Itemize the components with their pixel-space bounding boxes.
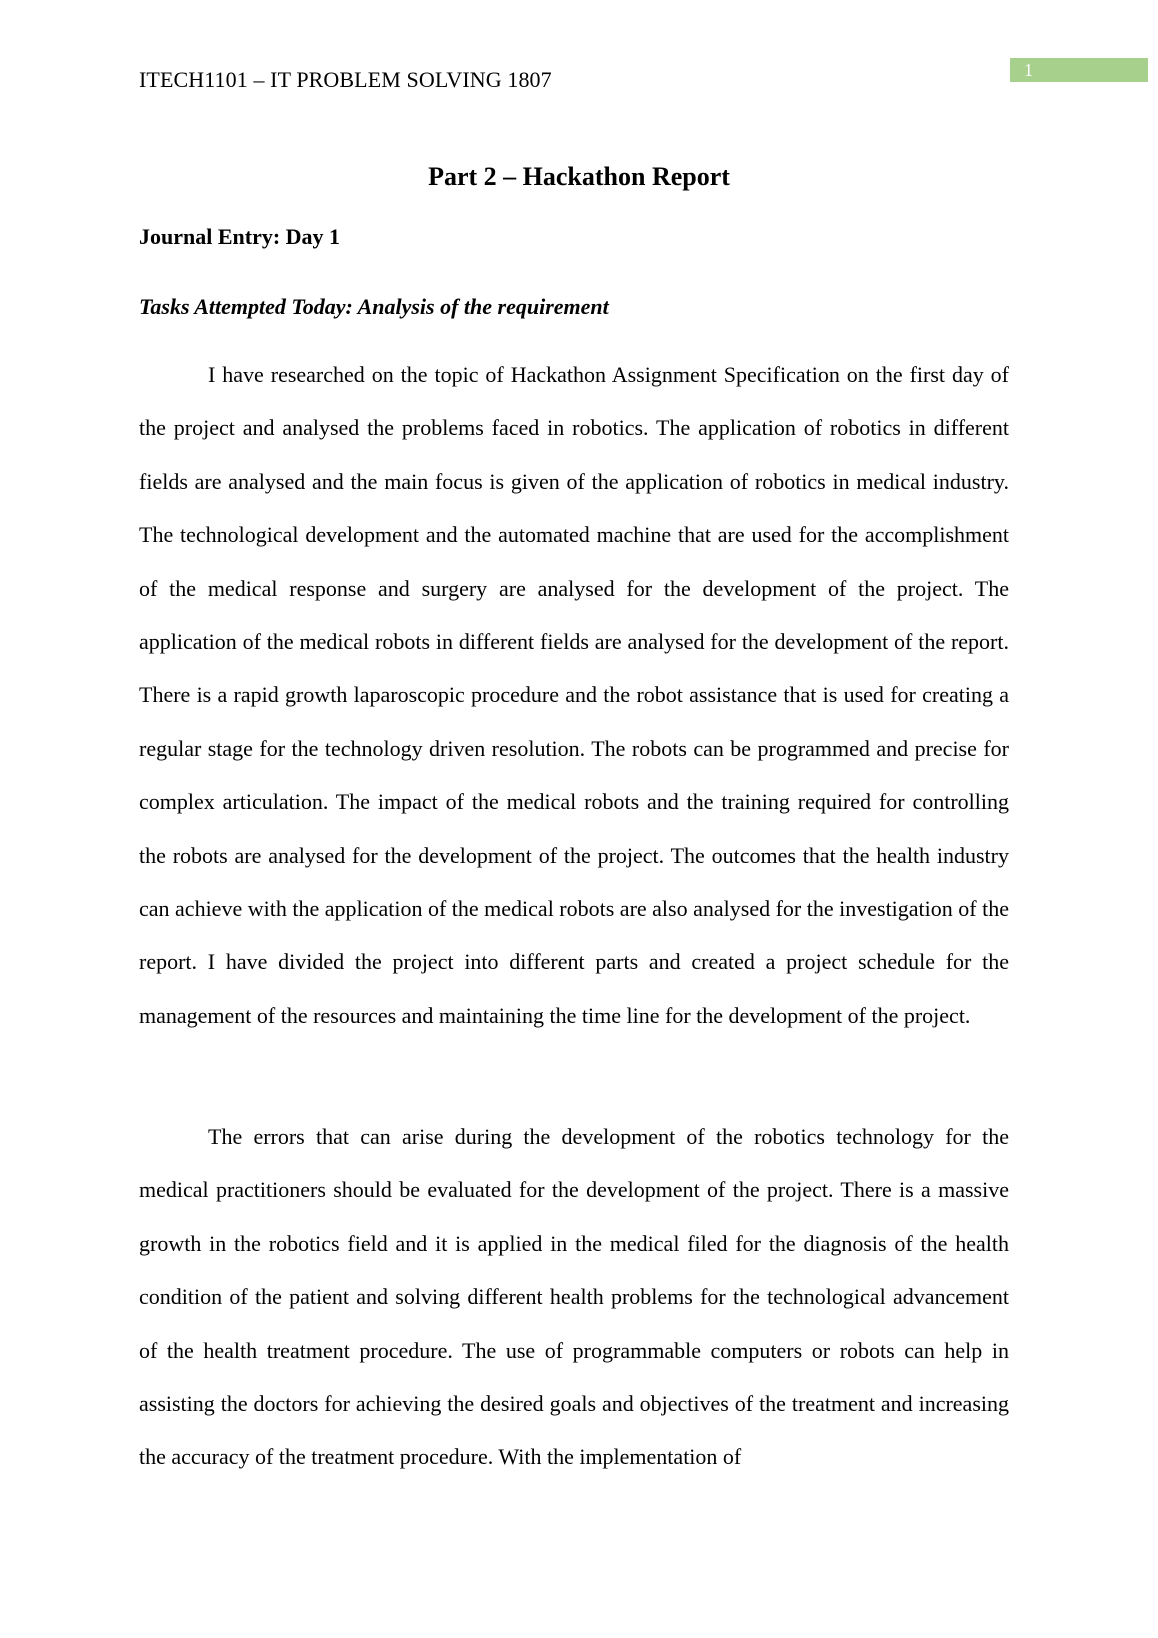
page-number: 1 [1010, 58, 1148, 82]
journal-entry-heading: Journal Entry: Day 1 [139, 224, 341, 249]
tasks-heading: Tasks Attempted Today: Analysis of the requirement [139, 294, 609, 319]
running-header: ITECH1101 – IT PROBLEM SOLVING 1807 [139, 67, 552, 92]
body-paragraph-1: I have researched on the topic of Hackathon Assignment Specification on the first day of the project and analysed the problems faced in robotics. The application of robotics in different fields are analysed and the main focus is given of the application of robotics in medical industry. The technological development and the automated machine that are used for the accomplishment of the medical response and surgery are analysed for the development of the project. The application of the medical robots in different fields are analysed for the development of the report. There is a rapid growth laparoscopic procedure and the robot assistance that is used for creating a regular stage for the technology driven resolution. The robots can be programmed and precise for complex articulation. The impact of the medical robots and the training required for controlling the robots are analysed for the development of the project. The outcomes that the health industry can achieve with the application of the medical robots are also analysed for the investigation of the report. I have divided the project into different parts and created a project schedule for the management of the resources and maintaining the time line for the development of the project. [139, 362, 1009, 1028]
document-title: Part 2 – Hackathon Report [428, 162, 730, 191]
body-paragraph-2: The errors that can arise during the development of the robotics technology for the medical practitioners should be evaluated for the development of the project. There is a massive growth in the robotics field and it is applied in the medical filed for the diagnosis of the health condition of the patient and solving different health problems for the technological advancement of the health treatment procedure. The use of programmable computers or robots can help in assisting the doctors for achieving the desired goals and objectives of the treatment and increasing the accuracy of the treatment procedure. With the implementation of [139, 1124, 1009, 1470]
